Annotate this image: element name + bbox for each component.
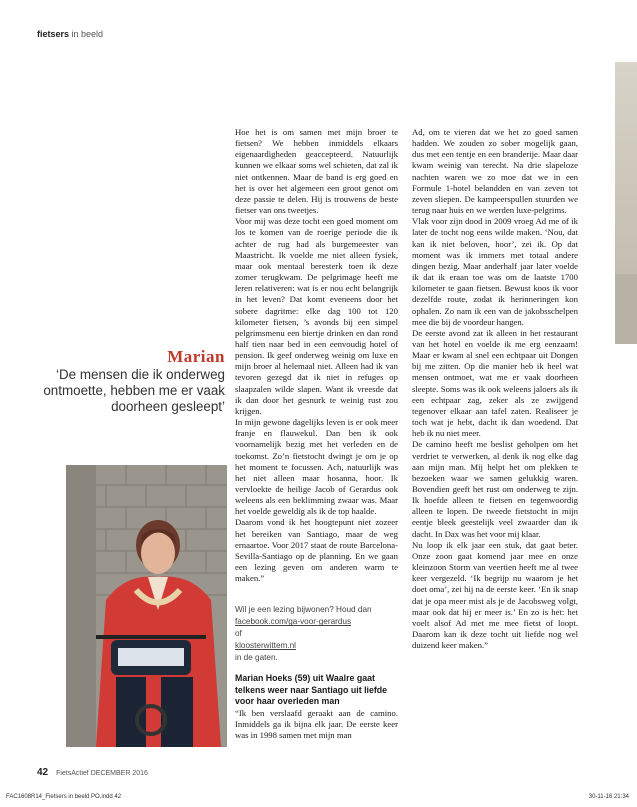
info-suffix: in de gaten.	[235, 653, 278, 663]
page-number: 42	[37, 767, 49, 778]
adjacent-page-edge-lower	[615, 274, 637, 344]
body-paragraph: Voor mij was deze tocht een goed moment om los te komen van de roerige periode die ik achter de rug had als burgemeester van Maastricht. Ik voelde me niet alleen fysiek, maar ook mentaal beresterk toen ik deze zomer terugkwam. De pelgrimage heeft me leren relativeren: wat is er nou echt belangrijk in het leven? Dat komt eveneens door het sobere dagritme: elke dag 100 tot 120 kilometer fietsen, ’s avonds bij een simpel pelgrimsmenu een biertje drinken en dan rond half tien naar bed in een eenvoudig hotel of pension. Ik geef onderweg weinig om luxe en mijn broer al helemaal niet. Alleen had ik van tevoren gezegd dat ik niet in refuges op slaapzalen wilde slapen. Want ik vreesde dat ik dan door het gesnurk te weinig rust zou krijgen.	[235, 216, 398, 416]
body-paragraph: Nu loop ik elk jaar een stuk, dat gaat beter. Onze zoon gaat komend jaar mee en onze kleinzoon Storm van veertien heeft me al twee keer vergezeld. ‘Ik begrijp nu waarom je het doet oma’, zei hij na de eerste keer. ‘En ik snap dat je opa meer mist als je de Jacobsweg volgt, maar ook dat hij er meer is.’ En zo is het: het voelt alsof Ad met me mee fietst of loopt. Daarom kan ik deze tocht uit liefde nog wel duizend keer maken.”	[412, 539, 578, 651]
body-paragraph: De camino heeft me beslist geholpen om het verdriet te verwerken, al denk ik nog elke dag aan mijn man. Mij helpt het om plekken te bezoeken waar we samen gelukkig waren. Bovendien geeft het rust om onderweg te zijn. Ik hoefde alleen te fietsen en tegenwoordig alleen te lopen. De tweede fietstocht in mijn eentje bleek geestelijk veel zwaarder dan ik dacht. In Dax was het voor mij klaar.	[412, 439, 578, 539]
website-link[interactable]: kloosterwittem.nl	[235, 641, 296, 651]
profile-lead: “Ik ben verslaafd geraakt aan de camino. Inmiddels ga ik bijna elk jaar. De eerste keer was in 1998 samen met mijn man	[235, 707, 398, 741]
facebook-link[interactable]: facebook.com/ga-voor-gerardus	[235, 617, 352, 627]
body-paragraph: In mijn gewone dagelijks leven is er ook meer franje en flauwekul. Dan ben ik ook voornamelijk bezig met het verleden en de toekomst. Zo’n fietstocht dwingt je om je op het moment te focussen. Ach, natuurlijk was het niet alleen maar hosanna, hoor. Ik vervloekte de heilige Jacob of Gerardus ook weleens als een beklimming zwaar was. Maar het voelde geweldig als ik de top haalde.	[235, 417, 398, 517]
info-box	[235, 592, 398, 664]
print-slug: FAC1608R14_Fietsers in beeld PO.indd 42	[6, 794, 122, 800]
pull-quote-block	[25, 347, 225, 415]
photo-illustration	[66, 465, 227, 747]
magazine-name: FietsActief	[56, 770, 89, 777]
pull-quote-name: Marian	[167, 347, 225, 366]
body-paragraph: Daarom vond ik het hoogtepunt niet zozeer het bereiken van Santiago, maar de weg ernaartoe. Voor 2017 staat de route Barcelona-Sevilla-Santiago op de planning. En we gaan een lezing geven om anderen warm te maken.”	[235, 517, 398, 584]
profile-subhead: Marian Hoeks (59) uit Waalre gaat telkens weer naar Santiago uit liefde voor haar overleden man	[235, 673, 388, 707]
print-timestamp: 30-11-16 21:34	[588, 794, 629, 800]
info-of: of	[235, 629, 242, 639]
pull-quote-text: ‘De mensen die ik onderweg ontmoette, hebben me er vaak doorheen gesleept’	[43, 367, 225, 414]
body-paragraph: Hoe het is om samen met mijn broer te fietsen? We hebben inmiddels elkaars eigenaardigheden geaccepteerd. Natuurlijk kunnen we elkaar soms wel schieten, dat zal ik niet ontkennen. Maar de band is erg goed en het is over het algemeen een groot genot om deze passie te delen. Hij is trouwens de beste fietser van ons tweetjes.	[235, 127, 398, 216]
section-name: fietsers	[37, 29, 70, 39]
info-prefix: Wil je een lezing bijwonen? Houd dan	[235, 605, 372, 615]
body-paragraph: De eerste avond zat ik alleen in het restaurant van het hotel en voelde ik me erg eenzaam! Maar er kwam al snel een echtpaar uit Dongen bij me zitten. Op die manier heb ik heel wat mensen ontmoet, wat me er vaak doorheen sleepte. Soms was ik ook weleens jaloers als ik een echtpaar zag, zeker als ze zwijgend tegenover elkaar aan tafel zaten. Realiseer je toch wat je hebt, dacht ik dan woedend. Dat heb ik nu niet meer.	[412, 327, 578, 439]
body-paragraph: Vlak voor zijn dood in 2009 vroeg Ad me of ik later de tocht nog eens wilde maken. ‘Nou, dat kan ik niet beloven, hoor’, zei ik. Op dat moment was ik immers met totaal andere dingen bezig. Maar anderhalf jaar later voelde ik dat ik eraan toe was om de laatste 1700 kilometer te gaan fietsen. Bewust koos ik voor dezelfde route, zodat ik herinneringen kon ophalen. Zo nam ik een van de jakobsschelpen mee die bij de voordeur hangen.	[412, 216, 578, 327]
body-paragraph: Ad, om te vieren dat we het zo goed samen hadden. We zouden zo sober mogelijk gaan, dus met een tentje en een branderije. Maar daar kwam weinig van terecht. Na drie slapeloze nachten waren we zo moe dat we in een Formule 1-hotel belandden en van zeven tot zeven sliepen. De kampeerspullen stuurden we terug naar huis en we werden luxe-pelgrims.	[412, 127, 578, 216]
section-suffix: in beeld	[69, 29, 104, 39]
woman-with-bicycle-photo	[66, 465, 227, 747]
text-column-right	[412, 127, 578, 651]
page-footer	[37, 767, 148, 778]
text-column-left	[235, 127, 398, 741]
issue-date: DECEMBER 2016	[90, 770, 148, 777]
running-header	[37, 29, 103, 39]
adjacent-page-edge	[615, 62, 637, 274]
